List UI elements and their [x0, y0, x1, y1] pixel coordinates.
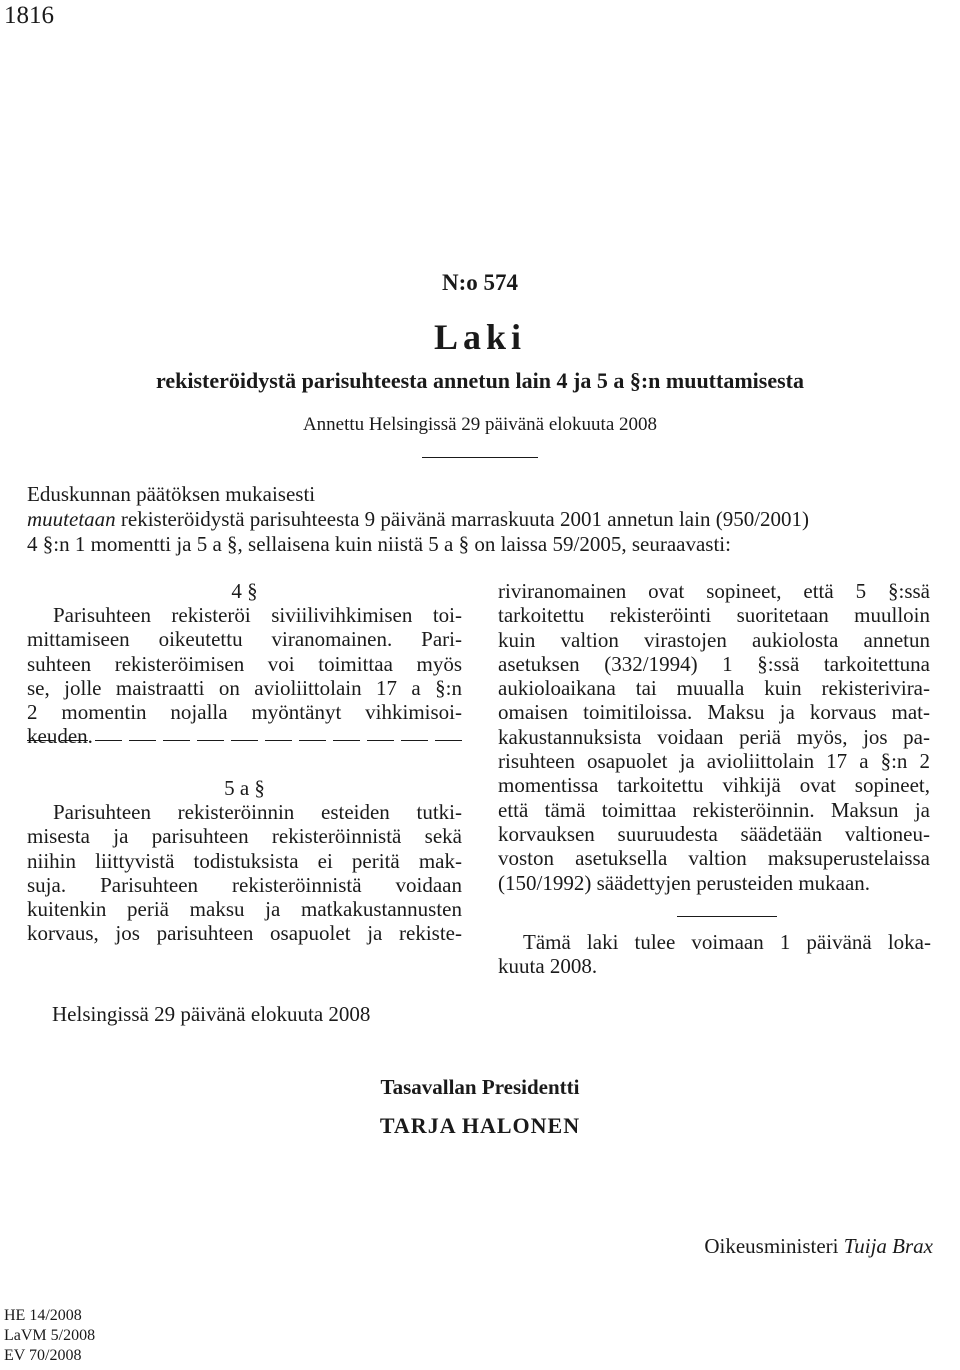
body-line: kakustannuksista voidaan periä myös, jos pa- — [498, 724, 930, 749]
dash — [435, 740, 462, 741]
body-line: misesta ja parisuhteen rekisteröinnistä sekä — [27, 824, 462, 849]
signing-place-date: Helsingissä 29 päivänä elokuuta 2008 — [52, 1002, 371, 1026]
body-line: suhteen rekisteröimisen voi toimittaa myös — [27, 651, 462, 676]
body-line: aukioloaikana tai muualla kuin rekisterivira- — [498, 676, 930, 701]
body-line: mittamiseen oikeutettu viranomainen. Pari- — [27, 627, 462, 652]
dash — [163, 740, 190, 741]
president-title: Tasavallan Presidentti — [380, 1075, 580, 1099]
reference: EV 70/2008 — [4, 1347, 82, 1364]
body-line: asetuksen (332/1994) 1 §:ssä tarkoitettuna — [498, 651, 930, 676]
preamble — [27, 482, 939, 557]
body-line: risuhteen osapuolet ja avioliittolain 17 a §:n 2 — [498, 749, 930, 774]
section-4-body — [27, 603, 462, 749]
dash — [95, 740, 122, 741]
minister-title: Oikeusministeri — [704, 1234, 839, 1258]
dash — [27, 740, 54, 741]
entry-into-force — [498, 930, 931, 979]
body-line: se, jolle maistraatti on avioliittolain 17 a §:n — [27, 675, 462, 700]
section-4-heading: 4 § — [231, 579, 258, 603]
reference: HE 14/2008 — [4, 1307, 82, 1324]
body-line: voston asetuksella valtion maksuperustelaissa — [498, 846, 930, 871]
body-line: kuitenkin periä maksu ja matkakustannusten — [27, 897, 462, 922]
body-line: kuuta 2008. — [498, 954, 598, 979]
section-5a-heading: 5 a § — [224, 776, 265, 800]
page-number: 1816 — [4, 2, 54, 29]
section-5a-body — [27, 800, 462, 946]
body-line: keuden. — [27, 724, 93, 749]
dash — [61, 740, 88, 741]
body-line: 2 momentin nojalla myöntänyt vihkimisoi- — [27, 700, 462, 725]
body-line: Tämä laki tulee voimaan 1 päivänä loka- — [523, 930, 931, 954]
dash — [401, 740, 428, 741]
law-title: Laki — [433, 317, 527, 357]
body-line: korvaus, jos parisuhteen osapuolet ja rekiste- — [27, 921, 462, 946]
body-line: momentissa tarkoitettu vihkijä ovat sopineet, — [498, 773, 930, 798]
body-line: korvauksen suuruudesta säädetään valtioneu- — [498, 821, 930, 846]
body-line: suja. Parisuhteen rekisteröinnistä voidaan — [27, 872, 462, 897]
dash — [299, 740, 326, 741]
law-subtitle: rekisteröidystä parisuhteesta annetun lain 4 ja 5 a §:n muuttamisesta — [155, 368, 804, 393]
dash — [231, 740, 258, 741]
preamble-line: Eduskunnan päätöksen mukaisesti — [27, 482, 316, 506]
preamble-line — [27, 507, 939, 532]
dash — [367, 740, 394, 741]
preamble-verb: muutetaan — [27, 507, 116, 531]
body-line: että tämä toimittaa rekisteröinnin. Maksun ja — [498, 797, 930, 822]
body-line: riviranomainen ovat sopineet, että 5 §:ssä — [498, 579, 930, 603]
statute-number: N:o 574 — [441, 270, 519, 295]
legislative-references — [4, 1306, 95, 1366]
body-line: omaisen toimitiloissa. Maksu ja korvaus mat- — [498, 700, 930, 725]
body-line: kuin valtion virastojen aukiolosta annetun — [498, 627, 930, 652]
body-line: (150/1992) säädettyjen perusteiden mukaan. — [498, 870, 871, 895]
dash — [197, 740, 224, 741]
minister-name: Tuija Brax — [843, 1234, 933, 1258]
entry-divider — [677, 916, 777, 917]
given-date-line: Annettu Helsingissä 29 päivänä elokuuta 2008 — [302, 414, 658, 435]
body-line: Parisuhteen rekisteröi siviilivihkimisen toi- — [53, 603, 462, 627]
minister-signature — [704, 1234, 933, 1259]
dash — [265, 740, 292, 741]
title-divider — [422, 457, 538, 458]
president-name: TARJA HALONEN — [379, 1113, 581, 1138]
reference: LaVM 5/2008 — [4, 1327, 96, 1344]
dash — [333, 740, 360, 741]
omission-dashes — [27, 740, 462, 741]
body-line: niihin liittyvistä todistuksista ei peritä mak- — [27, 848, 462, 873]
preamble-line: 4 §:n 1 momentti ja 5 a §, sellaisena kuin niistä 5 a § on laissa 59/2005, seuraavasti: — [27, 532, 731, 556]
section-5a-continued — [498, 579, 930, 895]
dash — [129, 740, 156, 741]
body-line: Parisuhteen rekisteröinnin esteiden tutki- — [53, 800, 462, 824]
preamble-text: rekisteröidystä parisuhteesta 9 päivänä marraskuuta 2001 annetun lain (950/2001) — [115, 507, 810, 531]
body-line: tarkoitettu rekisteröinti suoritetaan muulloin — [498, 603, 930, 628]
